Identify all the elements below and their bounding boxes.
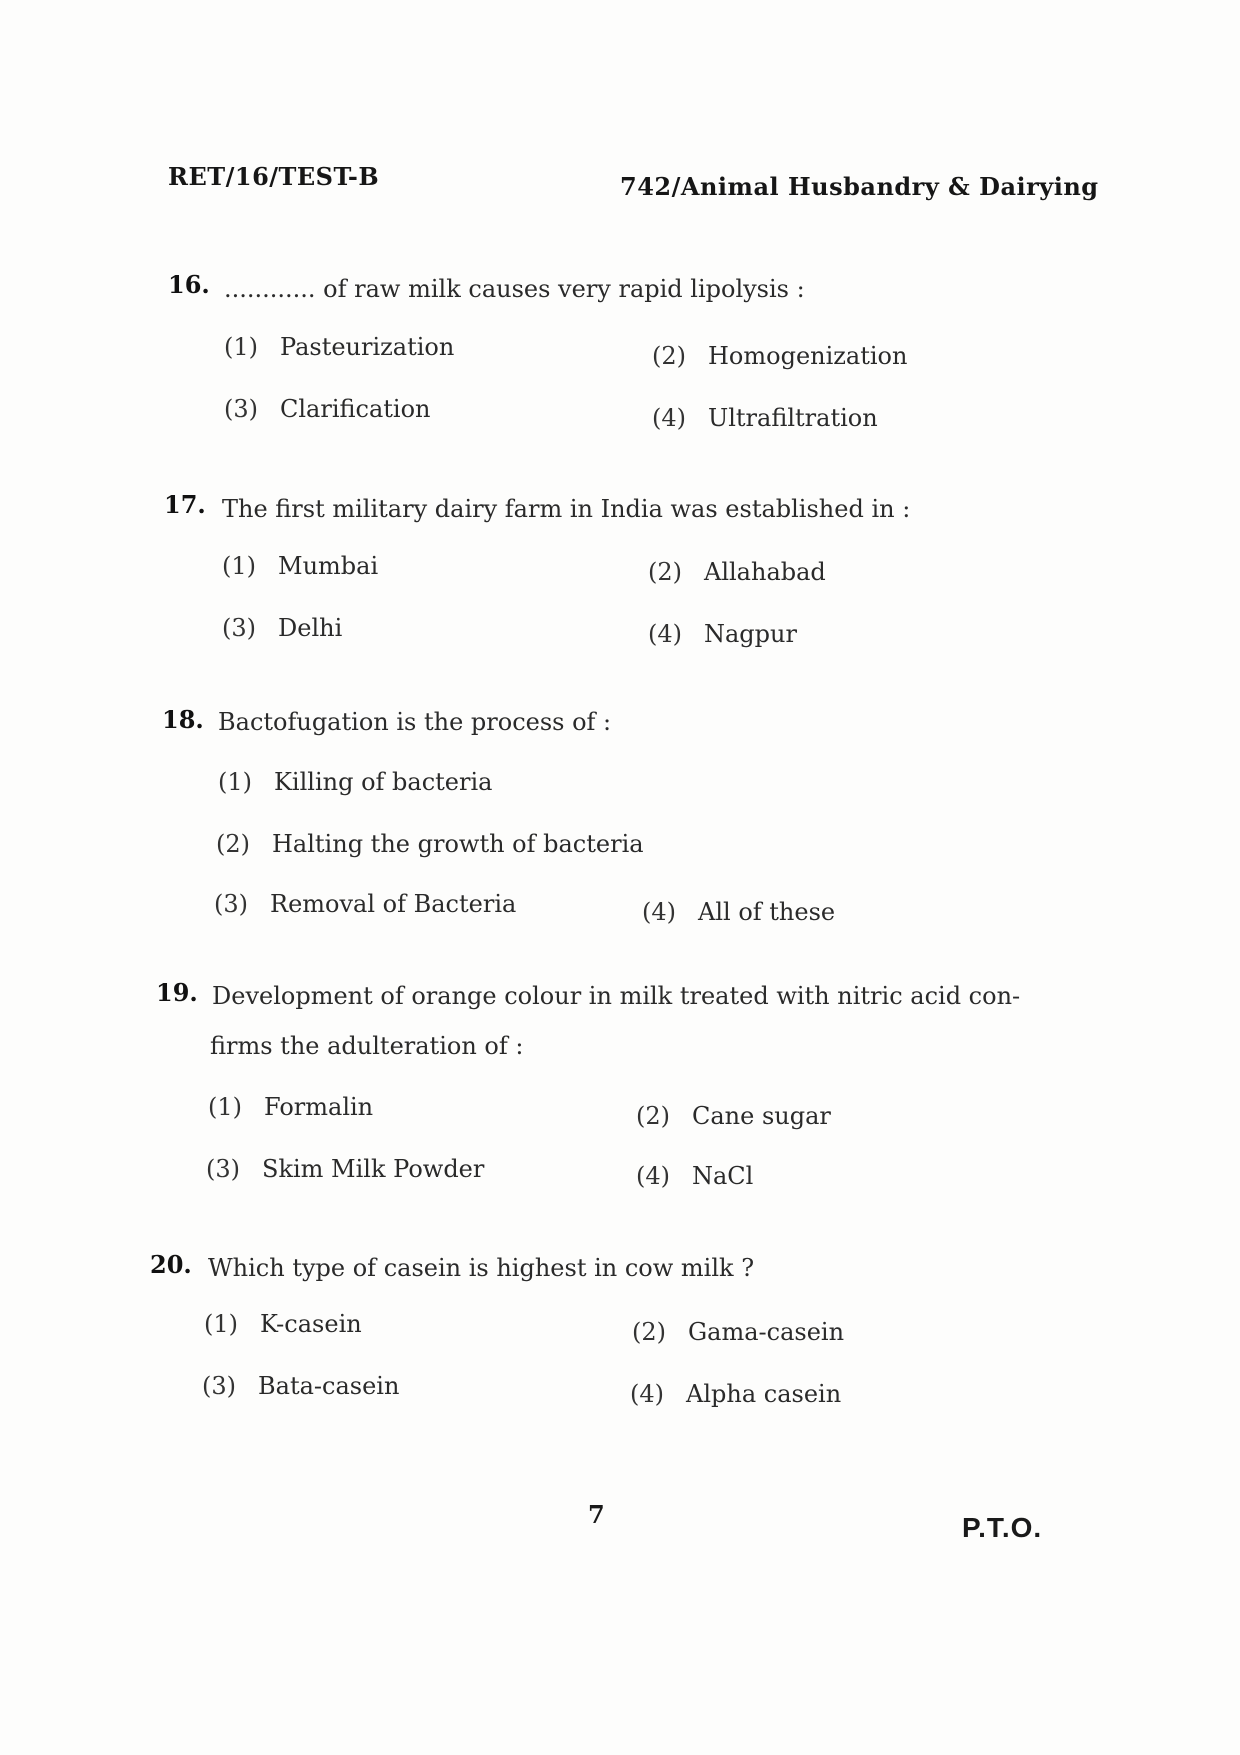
question-text: Which type of casein is highest in cow milk ? xyxy=(208,1254,755,1282)
option-number: (2) xyxy=(652,342,686,370)
pto-label: P.T.O. xyxy=(962,1512,1043,1543)
option-number: (4) xyxy=(652,404,686,432)
option-text: Halting the growth of bacteria xyxy=(272,830,644,858)
option-1 xyxy=(218,768,492,796)
option-number: (2) xyxy=(216,830,250,858)
option-text: Clarification xyxy=(280,395,431,423)
question-number: 20. xyxy=(150,1250,192,1279)
option-number: (4) xyxy=(630,1380,664,1408)
option-text: Cane sugar xyxy=(692,1102,831,1130)
option-text: Allahabad xyxy=(704,558,826,586)
option-text: Ultrafiltration xyxy=(708,404,878,432)
subject-title: 742/Animal Husbandry & Dairying xyxy=(620,172,1099,201)
option-4 xyxy=(652,404,878,432)
option-text: Skim Milk Powder xyxy=(262,1155,485,1183)
question-number: 17. xyxy=(164,490,206,519)
option-number: (1) xyxy=(222,552,256,580)
option-number: (1) xyxy=(218,768,252,796)
option-text: Killing of bacteria xyxy=(274,768,493,796)
option-number: (2) xyxy=(632,1318,666,1346)
option-number: (1) xyxy=(224,333,258,361)
option-text: K-casein xyxy=(260,1310,362,1338)
option-number: (2) xyxy=(636,1102,670,1130)
option-4 xyxy=(648,620,797,648)
option-number: (3) xyxy=(202,1372,236,1400)
question-number: 18. xyxy=(162,705,204,734)
option-1 xyxy=(204,1310,362,1338)
option-3 xyxy=(224,395,430,423)
paper-code: RET/16/TEST-B xyxy=(168,162,380,191)
option-number: (2) xyxy=(648,558,682,586)
option-text: Formalin xyxy=(264,1093,374,1121)
option-text: Homogenization xyxy=(708,342,908,370)
option-text: Gama-casein xyxy=(688,1318,845,1346)
question-text: Bactofugation is the process of : xyxy=(218,708,612,736)
option-number: (3) xyxy=(222,614,256,642)
question-text-continued: firms the adulteration of : xyxy=(210,1032,524,1060)
option-4 xyxy=(630,1380,841,1408)
option-text: Mumbai xyxy=(278,552,379,580)
option-text: Alpha casein xyxy=(686,1380,842,1408)
option-2 xyxy=(648,558,826,586)
question-text: The first military dairy farm in India was established in : xyxy=(222,495,911,523)
option-2 xyxy=(636,1102,831,1130)
question-text: ............ of raw milk causes very rapid lipolysis : xyxy=(224,275,805,303)
option-text: Delhi xyxy=(278,614,343,642)
option-3 xyxy=(202,1372,399,1400)
option-2 xyxy=(652,342,907,370)
option-number: (4) xyxy=(648,620,682,648)
option-number: (4) xyxy=(636,1162,670,1190)
option-number: (1) xyxy=(208,1093,242,1121)
option-3 xyxy=(214,890,516,918)
option-text: Pasteurization xyxy=(280,333,455,361)
option-text: Bata-casein xyxy=(258,1372,400,1400)
option-number: (1) xyxy=(204,1310,238,1338)
option-1 xyxy=(222,552,378,580)
option-text: NaCl xyxy=(692,1162,754,1190)
option-4 xyxy=(636,1162,753,1190)
option-2 xyxy=(216,830,644,858)
option-number: (3) xyxy=(224,395,258,423)
option-3 xyxy=(222,614,342,642)
option-3 xyxy=(206,1155,484,1183)
question-number: 19. xyxy=(156,978,198,1007)
page-number: 7 xyxy=(588,1500,605,1529)
option-1 xyxy=(208,1093,373,1121)
option-text: Removal of Bacteria xyxy=(270,890,517,918)
option-4 xyxy=(642,898,835,926)
option-text: Nagpur xyxy=(704,620,797,648)
option-1 xyxy=(224,333,454,361)
option-2 xyxy=(632,1318,844,1346)
option-text: All of these xyxy=(698,898,836,926)
question-number: 16. xyxy=(168,270,210,299)
option-number: (3) xyxy=(206,1155,240,1183)
option-number: (4) xyxy=(642,898,676,926)
option-number: (3) xyxy=(214,890,248,918)
question-text: Development of orange colour in milk treated with nitric acid con- xyxy=(212,982,1021,1010)
